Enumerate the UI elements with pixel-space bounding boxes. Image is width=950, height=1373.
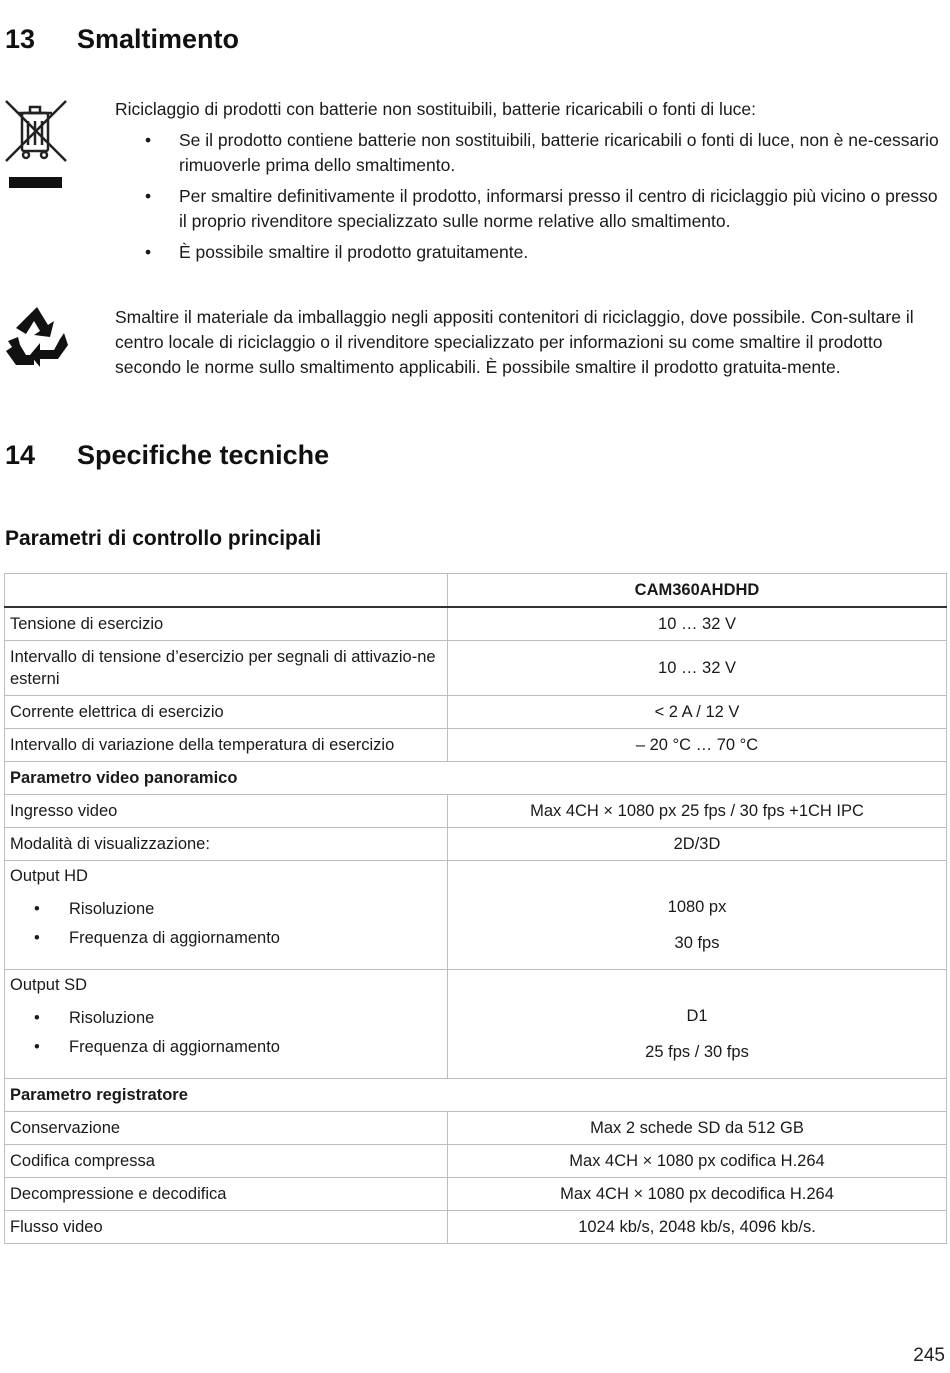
row-value: 10 … 32 V <box>448 607 947 640</box>
recycle-icon <box>4 305 70 374</box>
section-13-title: Smaltimento <box>77 24 240 54</box>
row-label: Ingresso video <box>5 794 448 827</box>
table-row <box>5 794 947 827</box>
row-label: Flusso video <box>5 1210 448 1243</box>
row-label: Intervallo di variazione della temperatura di esercizio <box>5 728 448 761</box>
list-item: • Frequenza di aggiornamento <box>34 1037 280 1056</box>
table-header-empty <box>5 574 448 608</box>
page-number: 245 <box>913 1345 945 1366</box>
output-sd-resolution: D1 <box>686 1006 708 1025</box>
output-hd-values <box>448 860 947 969</box>
list-item: • Se il prodotto contiene batterie non sostituibili, batterie ricaricabili o fonti di luce, non è ne-cessario rimuoverle prima dello smaltimento. <box>145 130 939 175</box>
row-value: < 2 A / 12 V <box>448 695 947 728</box>
section-14-number: 14 <box>5 440 36 470</box>
table-row <box>5 1177 947 1210</box>
table-row <box>5 607 947 640</box>
section-13-heading <box>5 24 239 55</box>
weee-intro: Riciclaggio di prodotti con batterie non sostituibili, batterie ricaricabili o fonti di luce: <box>115 99 757 119</box>
table-row <box>5 728 947 761</box>
row-value: 1024 kb/s, 2048 kb/s, 4096 kb/s. <box>448 1210 947 1243</box>
row-value: Max 4CH × 1080 px codifica H.264 <box>448 1144 947 1177</box>
table-row <box>5 827 947 860</box>
table-row <box>5 695 947 728</box>
packaging-text: Smaltire il materiale da imballaggio negli appositi contenitori di riciclaggio, dove possibile. Con-sultare il centro locale di riciclaggio o il rivenditore specializzato per informazioni su come smaltire il prodotto secondo le norme sullo smaltimento applicabili. È possibile smaltire il prodotto gratuita-mente. <box>115 307 914 377</box>
row-label: Intervallo di tensione d’esercizio per segnali di attivazio-ne esterni <box>5 640 448 695</box>
table-section-row <box>5 761 947 794</box>
row-label: Corrente elettrica di esercizio <box>5 695 448 728</box>
table-row-output-sd <box>5 969 947 1078</box>
list-item: • Frequenza di aggiornamento <box>34 928 280 947</box>
row-label: Decompressione e decodifica <box>5 1177 448 1210</box>
spec-table <box>4 573 947 1244</box>
section-14-heading <box>5 440 329 471</box>
crossed-bin-icon <box>4 99 68 196</box>
row-value: – 20 °C … 70 °C <box>448 728 947 761</box>
table-row <box>5 1210 947 1243</box>
row-value: Max 2 schede SD da 512 GB <box>448 1111 947 1144</box>
table-section-row <box>5 1078 947 1111</box>
list-item: • Risoluzione <box>34 899 155 918</box>
section-14-title: Specifiche tecniche <box>77 440 330 470</box>
section-13-number: 13 <box>5 24 36 54</box>
output-sd-framerate: 25 fps / 30 fps <box>645 1042 749 1061</box>
table-header-model: CAM360AHDHD <box>448 574 947 608</box>
table-row <box>5 1144 947 1177</box>
row-label: Tensione di esercizio <box>5 607 448 640</box>
row-label: Conservazione <box>5 1111 448 1144</box>
row-label: Codifica compressa <box>5 1144 448 1177</box>
table-row <box>5 1111 947 1144</box>
section-label-video: Parametro video panoramico <box>5 761 947 794</box>
weee-bullet-list <box>115 128 945 271</box>
row-value: 2D/3D <box>448 827 947 860</box>
table-subtitle: Parametri di controllo principali <box>5 527 322 550</box>
output-hd-cell <box>5 860 448 969</box>
output-sd-cell <box>5 969 448 1078</box>
list-item: • È possibile smaltire il prodotto gratuitamente. <box>145 242 529 262</box>
table-row-output-hd <box>5 860 947 969</box>
row-value: Max 4CH × 1080 px 25 fps / 30 fps +1CH IPC <box>448 794 947 827</box>
output-hd-resolution: 1080 px <box>667 897 727 916</box>
list-item: • Per smaltire definitivamente il prodotto, informarsi presso il centro di riciclaggio più vicino o presso il proprio rivenditore specializzato sulle norme relative allo smaltimento. <box>145 186 938 231</box>
output-hd-framerate: 30 fps <box>674 933 720 952</box>
output-hd-label: Output HD <box>10 866 88 885</box>
list-item: • Risoluzione <box>34 1008 155 1027</box>
section-label-recorder: Parametro registratore <box>5 1078 947 1111</box>
output-sd-values <box>448 969 947 1078</box>
row-label: Modalità di visualizzazione: <box>5 827 448 860</box>
row-value: 10 … 32 V <box>448 640 947 695</box>
output-sd-label: Output SD <box>10 975 88 994</box>
row-value: Max 4CH × 1080 px decodifica H.264 <box>448 1177 947 1210</box>
table-row <box>5 640 947 695</box>
